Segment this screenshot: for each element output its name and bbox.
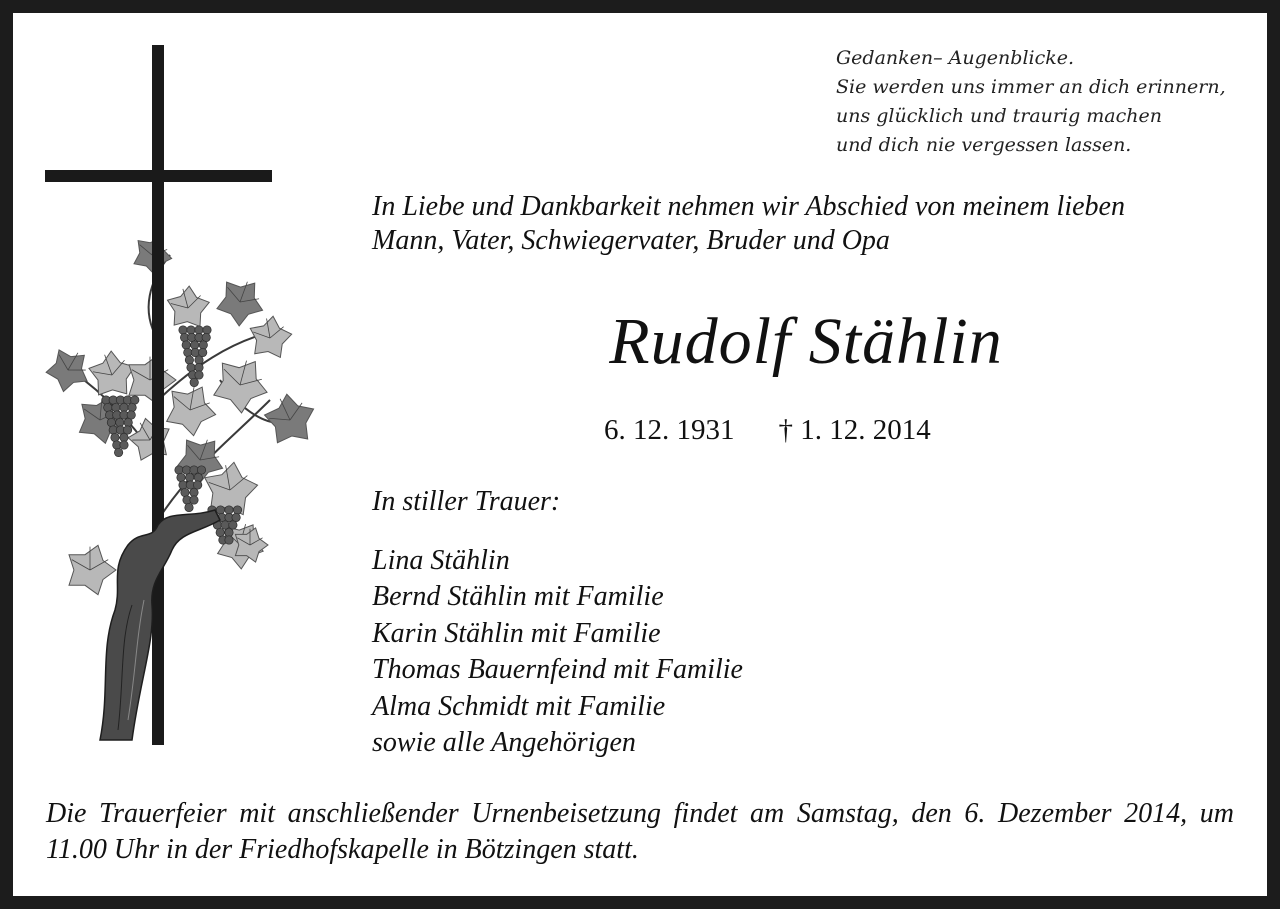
mourner-name: Karin Stählin mit Familie: [372, 617, 661, 649]
intro-line: In Liebe und Dankbarkeit nehmen wir Abschied von meinem lieben: [372, 191, 1125, 222]
poem-line: uns glücklich und traurig machen: [836, 105, 1162, 127]
poem-line: und dich nie vergessen lassen.: [836, 134, 1132, 156]
deceased-name: Rudolf Stählin: [609, 305, 1003, 378]
life-dates: [604, 412, 931, 448]
death-date: † 1. 12. 2014: [778, 414, 931, 446]
mourner-name: sowie alle Angehörigen: [372, 727, 636, 758]
mourners-heading: In stiller Trauer:: [372, 486, 561, 517]
mourner-name: Lina Stählin: [372, 544, 510, 576]
poem-line: Sie werden uns immer an dich erinnern,: [836, 76, 1226, 98]
intro-line: Mann, Vater, Schwiegervater, Bruder und Opa: [372, 225, 890, 256]
poem-line: Gedanken– Augenblicke.: [836, 47, 1075, 69]
birth-date: 6. 12. 1931: [604, 414, 735, 446]
mourner-name: Thomas Bauernfeind mit Familie: [372, 654, 743, 685]
funeral-announcement: Die Trauerfeier mit anschließender Urnenbeisetzung findet am Samstag, den 6. Dezember 2014, um 11.00 Uhr in der Friedhofskapelle in Bötzingen statt.: [46, 798, 1234, 865]
mourner-name: Alma Schmidt mit Familie: [372, 690, 666, 722]
mourners-list: [372, 484, 1072, 762]
memorial-poem: [836, 44, 1256, 160]
cross-with-grapevine-icon: [40, 40, 320, 760]
farewell-intro: [372, 190, 1252, 258]
mourner-name: Bernd Stählin mit Familie: [372, 581, 664, 612]
